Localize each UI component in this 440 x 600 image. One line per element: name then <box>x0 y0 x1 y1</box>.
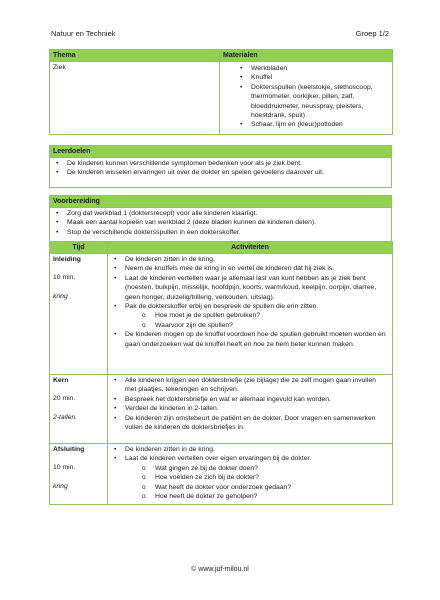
activity-item: • Laat de kinderen vertellen over eigen ervaringen bij de dokter. <box>111 454 389 463</box>
materials-item: • Werkbladen <box>223 64 389 73</box>
tijd-header: Tijd <box>50 242 108 254</box>
phase-form: kring <box>53 482 68 490</box>
phase-time-cell <box>50 444 108 505</box>
voorbereiding-item: • Maak een aantal kopieën van werkblad 2 (deze bladen kunnen de kinderen delen). <box>53 218 388 227</box>
phase-duration: 10 min. <box>53 274 76 282</box>
activity-item: • De kinderen zitten in de kring. <box>111 255 389 264</box>
activity-item: • Neem de knuffels mee de kring in en vertel de kinderen dat hij ziek is. <box>111 264 389 273</box>
phase-title: Afsluiting <box>53 446 85 453</box>
phase-activities-cell <box>108 375 393 444</box>
materialen-header: Materialen <box>220 50 393 62</box>
thema-table <box>49 49 393 135</box>
phase-duration: 10 min. <box>53 464 76 472</box>
materials-cell <box>220 62 393 135</box>
leerdoelen-cell <box>50 158 392 188</box>
voorbereiding-item: • Stop de verschillende doktersspullen in een dokterskoffer. <box>53 228 388 237</box>
phase-duration: 20 min. <box>53 395 76 403</box>
activity-item: • Pak de dokterskoffer erbij en bespreek de spullen die erin zitten. <box>111 302 389 311</box>
voorbereiding-item: • Zorg dat werkblad 1 (doktersrecept) voor alle kinderen klaarligt. <box>53 209 388 218</box>
question-item: o Hoe voelden ze zich bij de dokter? <box>111 473 389 482</box>
question-item: o Wat gingen ze bij de dokter doen? <box>111 464 389 473</box>
phase-form: kring <box>53 292 68 300</box>
phase-time-cell <box>50 254 108 375</box>
question-item: o Hoe heeft de dokter ze geholpen? <box>111 492 389 501</box>
activity-item: • Laat de kinderen vertellen waar je allemaal last van kunt hebben als je ziek bent (hoesten, buikpijn, misselijk, hoofdpijn, koorts, warm/koud, keelpijn, oorpijn, diarree, geen honger, duizelig/trillerig, verkouden, uitslag). <box>111 274 389 302</box>
voorbereiding-header: Voorbereiding <box>50 196 392 208</box>
leerdoel-item: • De kinderen wisselen ervaringen uit over de dokter en spelen gevoelens daarover uit. <box>53 168 388 177</box>
activity-item: • Verdeel de kinderen in 2-tallen. <box>111 404 389 413</box>
header-group: Groep 1/2 <box>355 29 389 38</box>
activity-item: • De kinderen zijn omstebeurt de patiënt en de dokter. Door vragen en samenwerken vullen de kinderen de doktersbriefjes in. <box>111 414 389 433</box>
leerdoelen-table <box>49 145 392 188</box>
materials-item: • Schaar, lijm en (kleur)potloden <box>223 120 389 129</box>
materials-item: • Doktersspullen (keelstokje, stethoscoop, thermometer, oorkijker, pillen, zalf, bloeddrukmeter, neusspray, pleisters, hoestdrank, spuit) <box>223 83 389 121</box>
phase-row-kern <box>50 375 393 444</box>
activity-item: • Alle kinderen krijgen een doktersbriefje (zie bijlage) die ze zelf mogen gaan invullen met plaatjes, tekeningen en schrijven. <box>111 376 389 395</box>
materials-item: • Knuffel <box>223 73 389 82</box>
voorbereiding-cell <box>50 208 392 244</box>
header-subject: Natuur en Techniek <box>51 29 116 38</box>
question-item: o Waarvoor zijn de spullen? <box>111 321 389 330</box>
phase-title: Kern <box>53 377 69 384</box>
phase-time-cell <box>50 375 108 444</box>
leerdoel-item: • De kinderen kunnen verschillende symptomen bedenken voor als je ziek bent. <box>53 159 388 168</box>
schedule-table <box>49 241 393 505</box>
activiteiten-header: Activiteiten <box>108 242 393 254</box>
question-item: o Hoe moet je de spullen gebruiken? <box>111 311 389 320</box>
footer-copyright: © www.juf-milou.nl <box>191 566 249 573</box>
phase-activities-cell <box>108 254 393 375</box>
phase-activities-cell <box>108 444 393 505</box>
activity-item: • De kinderen mogen op de knuffel voordoen hoe de spullen gebruikt moeten worden en gaan onderzoeken wat de knuffel heeft en hoe ze hem beter kunnen maken. <box>111 330 389 349</box>
phase-row-inleiding <box>50 254 393 375</box>
phase-form: 2-tallen. <box>53 413 78 421</box>
voorbereiding-table <box>49 195 392 244</box>
thema-header: Thema <box>50 50 220 62</box>
activity-item: • Bespreek het doktersbriefje en wat er allemaal ingevuld kan worden. <box>111 395 389 404</box>
phase-row-afsluiting <box>50 444 393 505</box>
phase-title: Inleiding <box>53 256 81 263</box>
thema-value: Ziek <box>50 62 220 135</box>
activity-item: • De kinderen zitten in de kring. <box>111 445 389 454</box>
question-item: o Wat heeft de dokter voor onderzoek gedaan? <box>111 483 389 492</box>
leerdoelen-header: Leerdoelen <box>50 146 392 158</box>
